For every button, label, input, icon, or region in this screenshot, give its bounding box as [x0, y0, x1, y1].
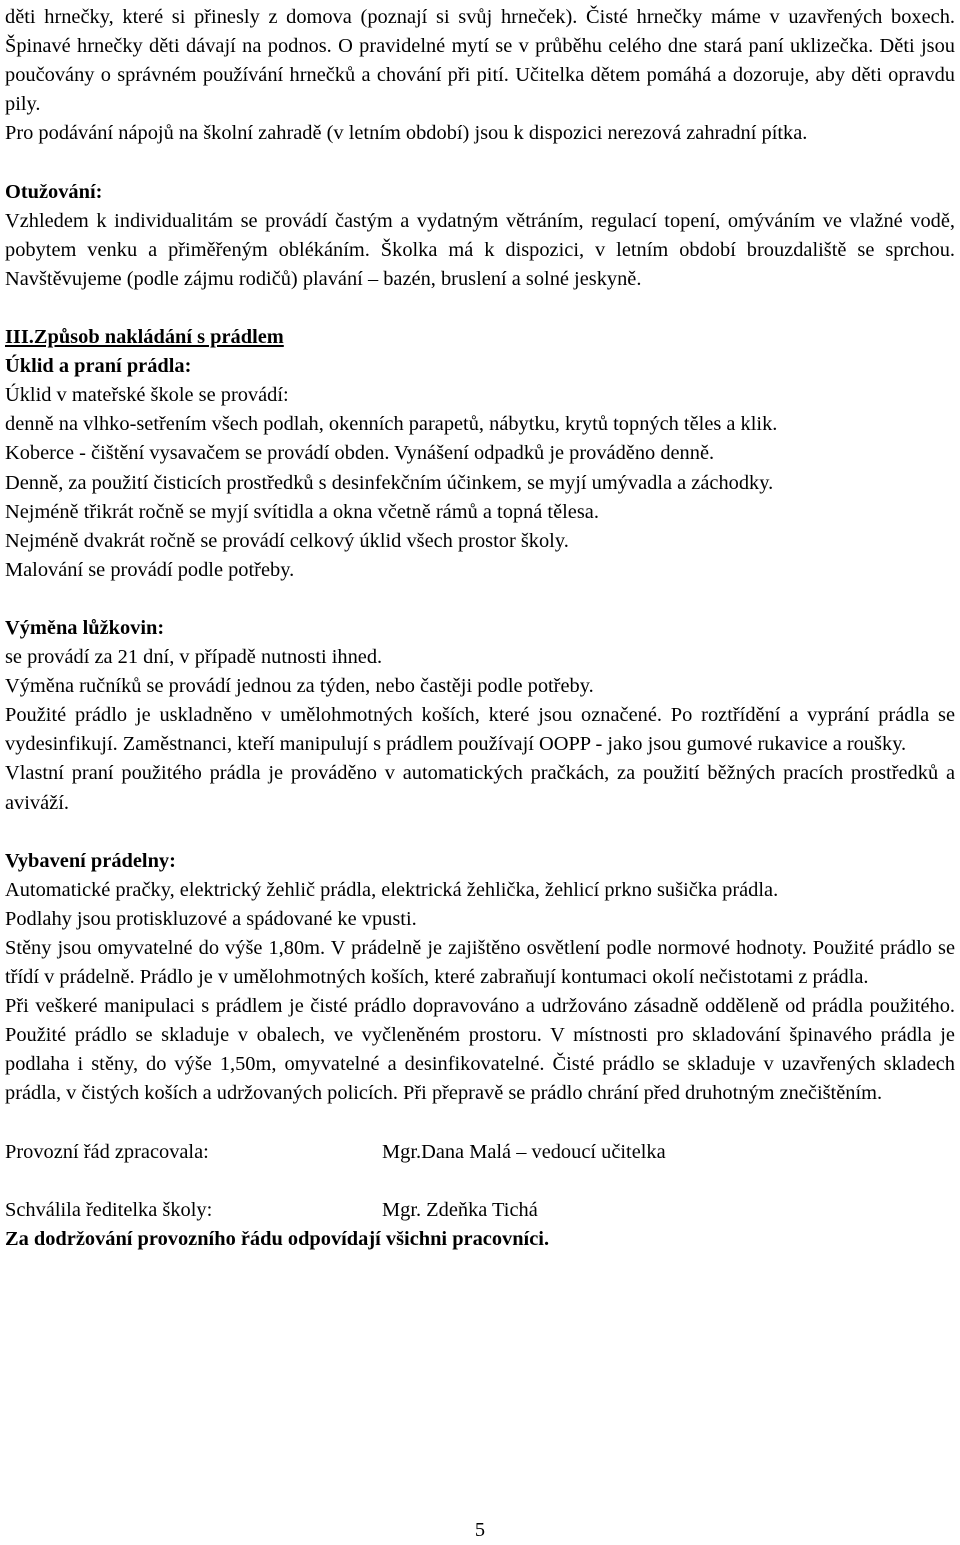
- prepared-by-name: Mgr.Dana Malá – vedoucí učitelka: [382, 1140, 666, 1163]
- uklid-line: Úklid v mateřské škole se provádí:: [5, 384, 289, 407]
- vymena-line: se provádí za 21 dní, v případě nutnosti ihned.: [5, 646, 383, 669]
- uklid-line: Denně, za použití čisticích prostředků s desinfekčním účinkem, se myjí umývadla a záchodky.: [5, 471, 774, 494]
- document-page: [5, 3, 955, 1254]
- uklid-line: denně na vlhko-setřením všech podlah, okenních parapetů, nábytku, krytů topných těles a klik.: [5, 413, 778, 436]
- prepared-by-label: Provozní řád zpracovala:: [5, 1140, 209, 1163]
- page-number: 5: [474, 1519, 486, 1541]
- intro-paragraph-2: Pro podávání nápojů na školní zahradě (v letním období) jsou k dispozici nerezová zahradní pítka.: [5, 122, 808, 145]
- spacer: [5, 1109, 955, 1138]
- pradelna-line: Automatické pračky, elektrický žehlič prádla, elektrická žehlička, žehlicí prkno sušička prádla.: [5, 878, 779, 901]
- vymena-line: Vlastní praní použitého prádla je prováděno v automatických pračkách, za použití běžných pracích prostředků a aviváží.: [5, 762, 955, 814]
- vymena-line: Použité prádlo je uskladněno v umělohmotných koších, které jsou označené. Po roztřídění a vyprání prádla se vydesinfikují. Zaměstnanci, kteří manipulují s prádlem používají OOPP - jako jsou gumové rukavice a roušky.: [5, 704, 955, 756]
- approved-by-name: Mgr. Zdeňka Tichá: [382, 1198, 538, 1221]
- spacer: [5, 585, 955, 614]
- section-title: III.Způsob nakládání s prádlem: [5, 326, 284, 349]
- prepared-by-row: [5, 1138, 955, 1167]
- pradelna-line: Podlahy jsou protiskluzové a spádované ke vpusti.: [5, 907, 417, 930]
- pradelna-heading: Vybavení prádelny:: [5, 849, 176, 872]
- vymena-heading: Výměna lůžkovin:: [5, 616, 165, 639]
- approved-by-row: [5, 1196, 955, 1225]
- spacer: [5, 818, 955, 847]
- uklid-line: Koberce - čištění vysavačem se provádí obden. Vynášení odpadků je prováděno denně.: [5, 442, 715, 465]
- uklid-line: Malování se provádí podle potřeby.: [5, 558, 295, 581]
- vymena-line: Výměna ručníků se provádí jednou za týden, nebo častěji podle potřeby.: [5, 675, 594, 698]
- approved-by-label: Schválila ředitelka školy:: [5, 1198, 213, 1221]
- otuzovani-text: Vzhledem k individualitám se provádí častým a vydatným větráním, regulací topení, omýváním ve vlažné vodě, pobytem venku a přiměřeným oblékáním. Školka má k dispozici, v letním období brouzdaliště se sprchou. Navštěvujeme (podle zájmu rodičů) plavání – bazén, bruslení a solné jeskyně.: [5, 209, 955, 290]
- uklid-line: Nejméně třikrát ročně se myjí svítidla a okna včetně rámů a topná tělesa.: [5, 500, 599, 523]
- intro-paragraph-1: děti hrnečky, které si přinesly z domova (poznají si svůj hrneček). Čisté hrnečky máme v uzavřených boxech. Špinavé hrnečky děti dávají na podnos. O pravidelné mytí se v průběhu celého dne stará paní uklizečka. Děti jsou poučovány o správném používání hrnečků a chování při pití. Učitelka dětem pomáhá a dozoruje, aby děti opravdu pily.: [5, 6, 955, 116]
- section-subtitle: Úklid a praní prádla:: [5, 355, 192, 378]
- uklid-line: Nejméně dvakrát ročně se provádí celkový úklid všech prostor školy.: [5, 529, 569, 552]
- spacer: [5, 148, 955, 177]
- spacer: [5, 1167, 955, 1196]
- pradelna-line: Při veškeré manipulaci s prádlem je čisté prádlo dopravováno a udržováno zásadně odděleně od prádla použitého. Použité prádlo se skladuje v obalech, ve vyčleněném prostoru. V místnosti pro skladování špinavého prádla je podlaha i stěny, do výše 1,50m, omyvatelné a desinfikovatelné. Čisté prádlo se skladuje v uzavřených skladech prádla, v čistých koších a udržovaných policích. Při přepravě se prádlo chrání před druhotným znečištěním.: [5, 995, 955, 1105]
- spacer: [5, 294, 955, 323]
- closing-statement: Za dodržování provozního řádu odpovídají všichni pracovníci.: [5, 1227, 550, 1250]
- otuzovani-heading: Otužování:: [5, 180, 103, 203]
- pradelna-line: Stěny jsou omyvatelné do výše 1,80m. V prádelně je zajištěno osvětlení podle normové hodnoty. Použité prádlo se třídí v prádelně. Prádlo je v umělohmotných koších, které zabraňují kontumaci okolí nečistotami z prádla.: [5, 937, 955, 989]
